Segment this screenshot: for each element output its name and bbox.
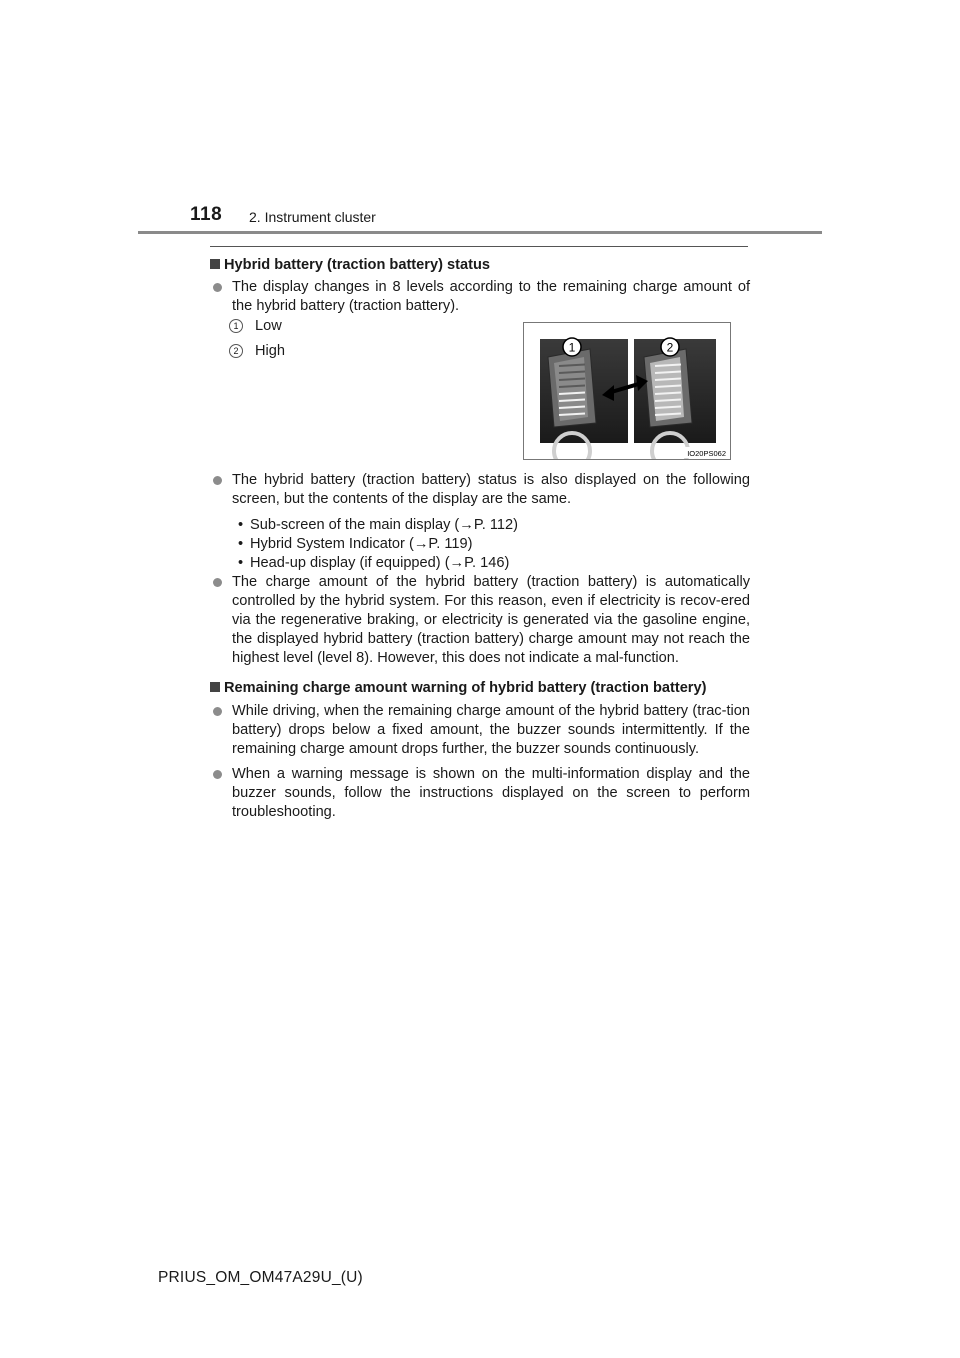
section1 xyxy=(210,256,750,316)
svg-text:1: 1 xyxy=(568,340,576,355)
gauge-high xyxy=(644,349,692,427)
section-title: 2. Instrument cluster xyxy=(249,209,376,225)
section-rule xyxy=(210,246,748,247)
svg-text:2: 2 xyxy=(666,340,674,355)
circled-number-1-icon: 1 xyxy=(229,319,243,333)
page-number: 118 xyxy=(190,204,223,225)
square-bullet-icon xyxy=(210,682,220,692)
section2 xyxy=(210,679,750,822)
section1-continued xyxy=(210,471,750,668)
round-bullet-icon xyxy=(213,476,222,485)
panel-divider xyxy=(628,339,634,443)
round-bullet-icon xyxy=(213,578,222,587)
bullet-status-displays: The hybrid battery (traction battery) status is also displayed on the following screen, but the contents of the display are the same. xyxy=(210,471,750,509)
subitem-sub-screen: • Sub-screen of the main display (→P. 112) xyxy=(238,517,518,533)
round-bullet-icon xyxy=(213,283,222,292)
figure-code: IO20PS062 xyxy=(687,449,726,458)
bullet-charge-control: The charge amount of the hybrid battery (traction battery) is automatically controlled by the hybrid system. For this reason, even if electricity is recov-ered via the regenerative braking, or electricity is generated via the gasoline engine, the displayed hybrid battery (traction battery) charge amount may not reach the highest level (level 8). However, this does not indicate a mal-function. xyxy=(210,573,750,668)
section1-heading: Hybrid battery (traction battery) status xyxy=(210,256,750,275)
legend-item-high: 2 High xyxy=(229,343,285,359)
section2-heading: Remaining charge amount warning of hybrid battery (traction battery) xyxy=(210,679,750,698)
battery-gauge-figure xyxy=(523,322,731,460)
square-bullet-icon xyxy=(210,259,220,269)
subitem-list xyxy=(210,516,750,573)
gauge-low xyxy=(548,349,596,427)
round-bullet-icon xyxy=(213,770,222,779)
bullet-warning-message: When a warning message is shown on the multi-information display and the buzzer sounds, follow the instructions displayed on the screen to perform troubleshooting. xyxy=(210,765,750,822)
round-bullet-icon xyxy=(213,707,222,716)
callout-1 xyxy=(563,338,581,356)
battery-gauge-illustration xyxy=(524,323,730,459)
subitem-hybrid-system-indicator: • Hybrid System Indicator (→P. 119) xyxy=(238,536,473,552)
subitem-head-up-display: • Head-up display (if equipped) (→P. 146) xyxy=(238,555,510,571)
bullet-display-levels: The display changes in 8 levels according to the remaining charge amount of the hybrid battery (traction battery). xyxy=(210,278,750,316)
legend-item-low: 1 Low xyxy=(229,318,282,334)
document-code: PRIUS_OM_OM47A29U_(U) xyxy=(158,1269,363,1286)
circled-number-2-icon: 2 xyxy=(229,344,243,358)
header-rule xyxy=(138,231,822,234)
bullet-buzzer-warning: While driving, when the remaining charge amount of the hybrid battery (trac-tion battery) drops below a fixed amount, the buzzer sounds intermittently. If the remaining charge amount drops further, the buzzer sounds continuously. xyxy=(210,702,750,759)
callout-2 xyxy=(661,338,679,356)
